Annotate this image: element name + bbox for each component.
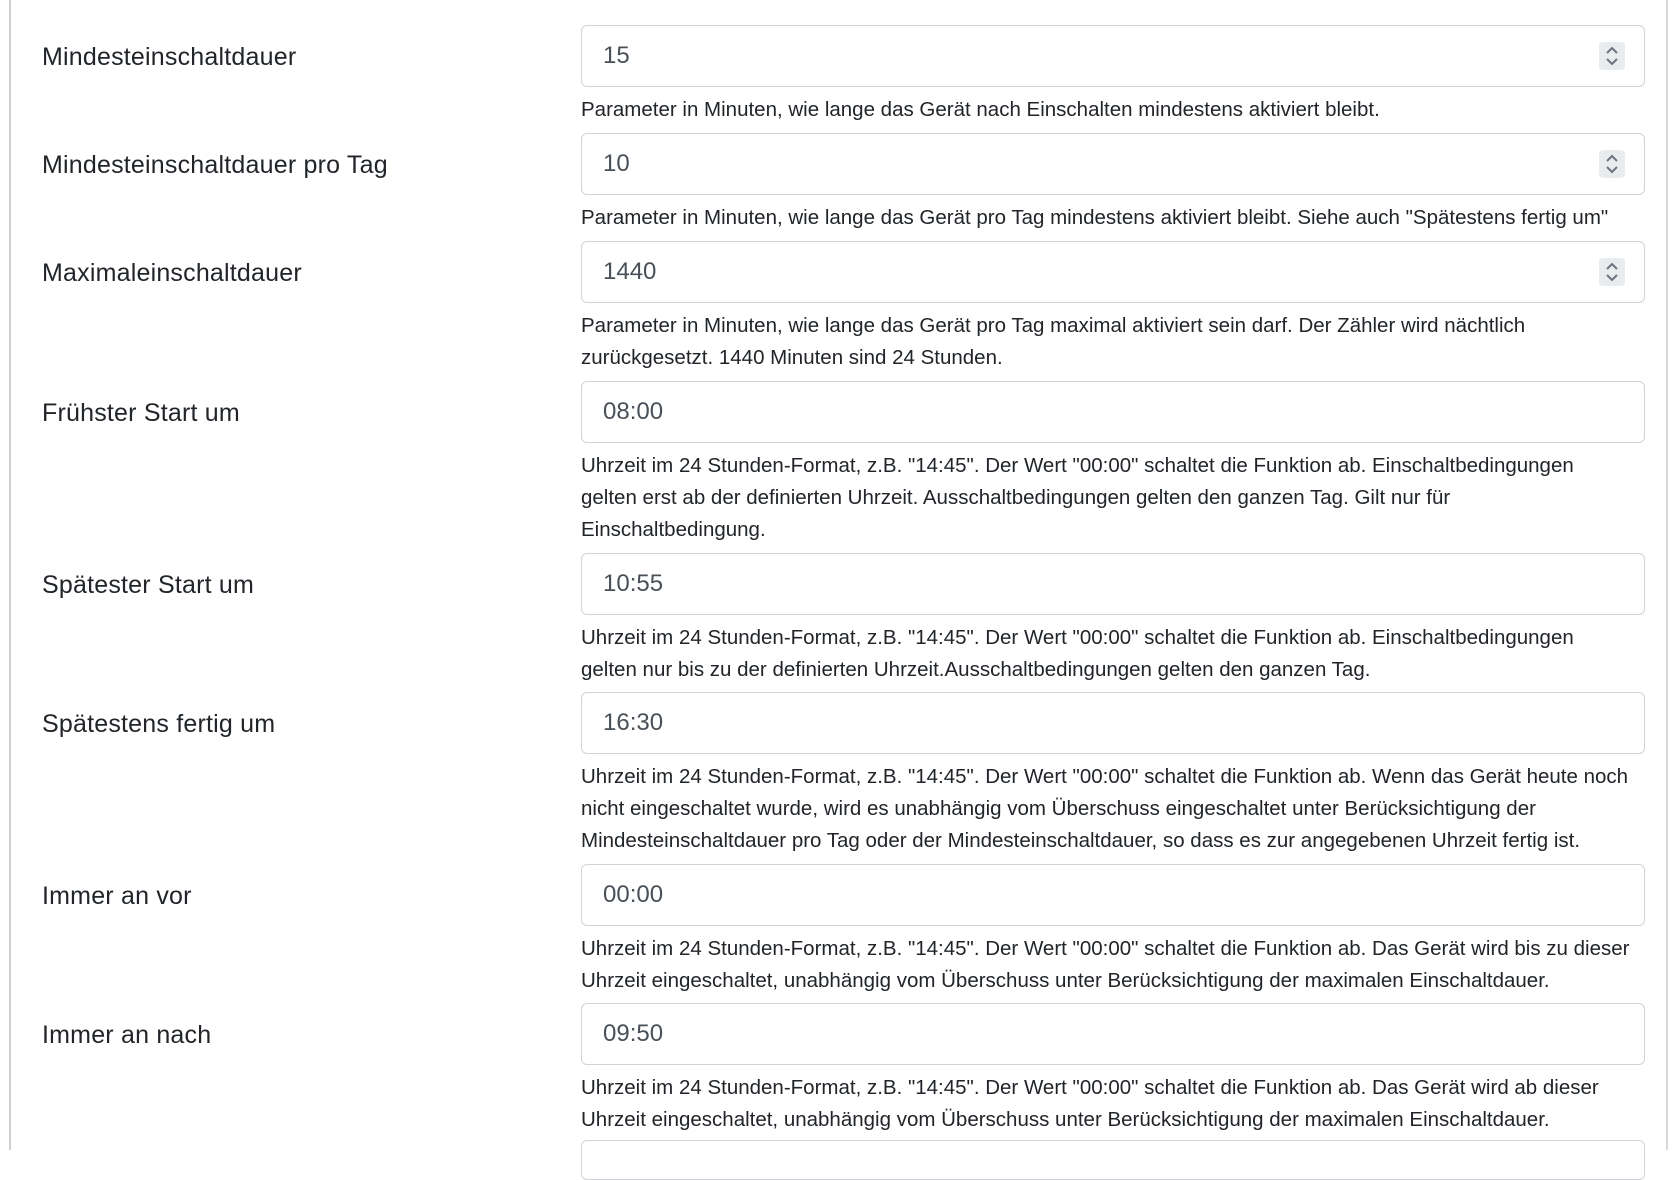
help-spaetestens-fertig — [581, 761, 1656, 857]
help-line: Parameter in Minuten, wie lange das Gerät pro Tag maximal aktiviert sein darf. Der Zähler wird nächtlich — [581, 314, 1526, 337]
help-line: nicht eingeschaltet wurde, wird es unabhängig vom Überschuss eingeschaltet unter Berücksichtigung der — [581, 797, 1536, 820]
mindesteinschaltdauer-pro-tag-input[interactable] — [581, 133, 1645, 195]
right-border — [1666, 0, 1668, 1150]
maximaleinschaltdauer-input[interactable] — [581, 241, 1645, 303]
help-line: Uhrzeit im 24 Stunden-Format, z.B. "14:45". Der Wert "00:00" schaltet die Funktion ab. Das Gerät wird bis zu dieser — [581, 937, 1630, 960]
label-maximaleinschaltdauer: Maximaleinschaltdauer — [42, 259, 302, 287]
label-spaetester-start: Spätester Start um — [42, 571, 255, 599]
next-field-input[interactable] — [581, 1140, 1645, 1180]
spaetestens-fertig-input[interactable] — [581, 692, 1645, 754]
help-line: gelten erst ab der definierten Uhrzeit. Ausschaltbedingungen gelten den ganzen Tag. Gilt nur für — [581, 486, 1451, 509]
label-mindesteinschaltdauer: Mindesteinschaltdauer — [42, 43, 297, 71]
input-value: 16:30 — [603, 709, 664, 736]
help-line: Uhrzeit im 24 Stunden-Format, z.B. "14:45". Der Wert "00:00" schaltet die Funktion ab. Einschaltbedingungen — [581, 454, 1574, 477]
up-down-spinner-icon[interactable] — [1599, 150, 1625, 178]
help-line: zurückgesetzt. 1440 Minuten sind 24 Stunden. — [581, 346, 1003, 369]
input-value: 08:00 — [603, 398, 664, 425]
immer-an-vor-input[interactable] — [581, 864, 1645, 926]
label-fruehster-start: Frühster Start um — [42, 399, 240, 427]
help-maximaleinschaltdauer — [581, 310, 1656, 374]
help-spaetester-start — [581, 622, 1656, 686]
help-line: Uhrzeit eingeschaltet, unabhängig vom Überschuss unter Berücksichtigung der maximalen Einschaltdauer. — [581, 1108, 1550, 1131]
up-down-spinner-icon[interactable] — [1599, 258, 1625, 286]
help-mindesteinschaltdauer-pro-tag: Parameter in Minuten, wie lange das Gerät pro Tag mindestens aktiviert bleibt. Siehe auch "Spätestens fertig um" — [581, 206, 1609, 229]
help-line: Mindesteinschaltdauer pro Tag oder der Mindesteinschaltdauer, so dass es zur angegebenen Uhrzeit fertig ist. — [581, 829, 1581, 852]
help-line: Uhrzeit im 24 Stunden-Format, z.B. "14:45". Der Wert "00:00" schaltet die Funktion ab. Einschaltbedingungen — [581, 626, 1574, 649]
label-spaetestens-fertig: Spätestens fertig um — [42, 710, 276, 738]
help-line: gelten nur bis zu der definierten Uhrzeit.Ausschaltbedingungen gelten den ganzen Tag. — [581, 658, 1371, 681]
help-line: Uhrzeit im 24 Stunden-Format, z.B. "14:45". Der Wert "00:00" schaltet die Funktion ab. Das Gerät wird ab dieser — [581, 1076, 1599, 1099]
left-border — [9, 0, 11, 1150]
help-line: Einschaltbedingung. — [581, 518, 766, 541]
help-fruehster-start — [581, 450, 1656, 546]
up-down-spinner-icon[interactable] — [1599, 42, 1625, 70]
immer-an-nach-input[interactable] — [581, 1003, 1645, 1065]
fruehster-start-input[interactable] — [581, 381, 1645, 443]
input-value: 1440 — [603, 258, 657, 285]
help-mindesteinschaltdauer: Parameter in Minuten, wie lange das Gerät nach Einschalten mindestens aktiviert bleibt. — [581, 98, 1380, 121]
help-line: Uhrzeit im 24 Stunden-Format, z.B. "14:45". Der Wert "00:00" schaltet die Funktion ab. Wenn das Gerät heute noch — [581, 765, 1629, 788]
input-value: 09:50 — [603, 1020, 664, 1047]
label-immer-an-vor: Immer an vor — [42, 882, 192, 910]
label-mindesteinschaltdauer-pro-tag: Mindesteinschaltdauer pro Tag — [42, 151, 388, 179]
help-immer-an-nach — [581, 1072, 1656, 1136]
input-value: 15 — [603, 42, 630, 69]
mindesteinschaltdauer-input[interactable] — [581, 25, 1645, 87]
input-value: 00:00 — [603, 881, 664, 908]
input-value: 10 — [603, 150, 630, 177]
input-value: 10:55 — [603, 570, 664, 597]
label-immer-an-nach: Immer an nach — [42, 1021, 212, 1049]
help-immer-an-vor — [581, 933, 1656, 997]
spaetester-start-input[interactable] — [581, 553, 1645, 615]
help-line: Uhrzeit eingeschaltet, unabhängig vom Überschuss unter Berücksichtigung der maximalen Einschaltdauer. — [581, 969, 1550, 992]
